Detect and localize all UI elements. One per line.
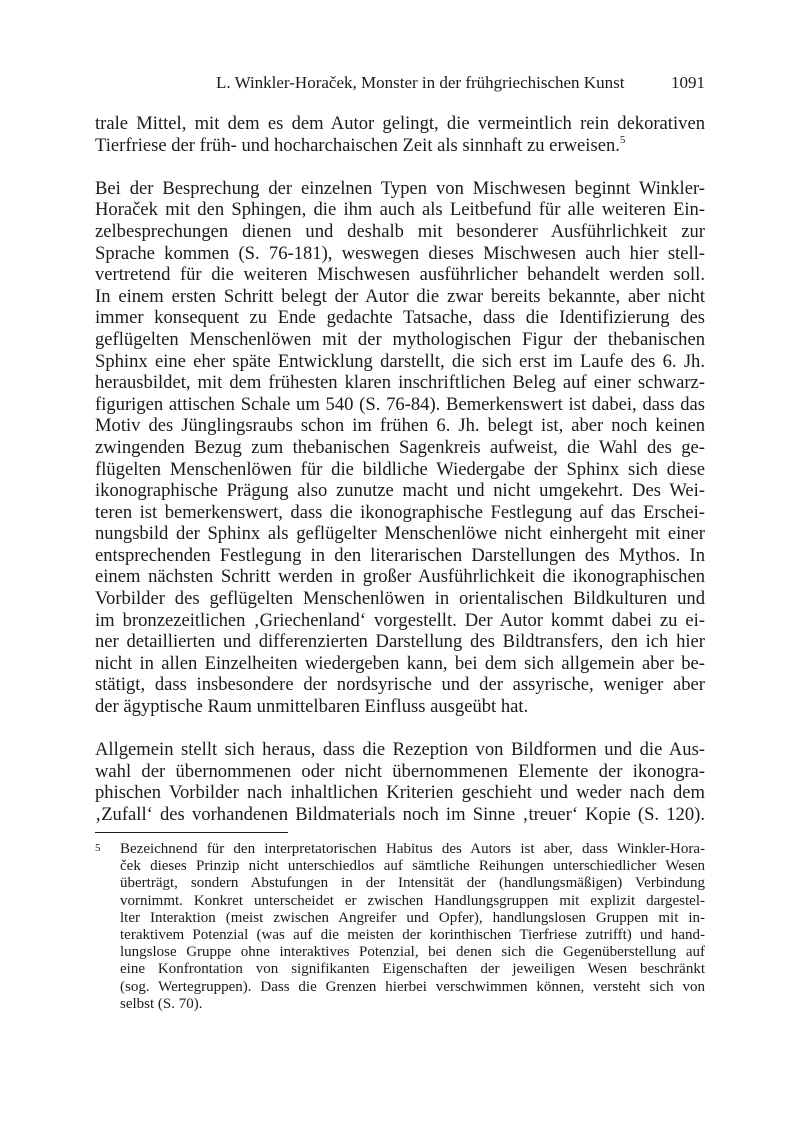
- footnote-line: ček dieses Prinzip nicht unterschiedlos auf sämtliche Reihungen unterschiedlicher Wesen: [120, 858, 705, 875]
- paragraph-1: [95, 113, 705, 156]
- footnote-marker: 5: [95, 842, 101, 854]
- text-line: Sphinx eine eher späte Entwicklung darstellt, die sich erst im Laufe des 6. Jh.: [95, 350, 705, 372]
- text-line: wahl der übernommenen oder nicht übernommenen Elemente der ikonogra-: [95, 760, 705, 782]
- text-line: stätigt, dass insbesondere der nordsyrische und der assyrische, weniger aber: [95, 674, 705, 696]
- text-line: nungsbild der Sphinx als geflügelter Menschenlöwe nicht einhergeht mit einer: [95, 523, 705, 545]
- footnote-line: überträgt, sondern Abstufungen in der Intensität der (handlungsmäßigen) Verbindung: [120, 875, 705, 892]
- text-line: teren ist bemerkenswert, dass die ikonographische Festlegung auf das Erschei-: [95, 501, 705, 523]
- text-line: phischen Vorbilder nach inhaltlichen Kriterien geschieht und weder nach dem: [95, 782, 705, 804]
- footnote-line: lungslose Gruppe ohne interaktives Potenzial, bei denen sich die Gegenüberstellung auf: [120, 944, 705, 961]
- text-line: figurigen attischen Schale um 540 (S. 76-84). Bemerkenswert ist dabei, dass das: [95, 393, 705, 415]
- text-line: ikonographische Prägung also zunutze macht und nicht umgekehrt. Des Wei-: [95, 480, 705, 502]
- text-line: entsprechenden Festlegung in den literarischen Darstellungen des Mythos. In: [95, 544, 705, 566]
- text-line: vertretend für die weiteren Mischwesen ausführlicher behandelt werden soll.: [95, 264, 705, 286]
- page-number: 1091: [671, 73, 705, 92]
- text-line: zelbesprechungen dienen und deshalb mit besonderer Ausführlichkeit zur: [95, 220, 705, 242]
- body-text: [95, 113, 705, 826]
- footnote-line: selbst (S. 70).: [120, 995, 203, 1012]
- text-line: zwingenden Bezug zum thebanischen Sagenkreis aufweist, die Wahl des ge-: [95, 436, 705, 458]
- footnote-line: Bezeichnend für den interpretatorischen Habitus des Autors ist aber, dass Winkler-Hora-: [120, 841, 705, 857]
- footnote-body: [120, 841, 705, 1013]
- text-line: der ägyptische Raum unmittelbaren Einfluss ausgeübt hat.: [95, 696, 529, 718]
- text-line: ‚Zufall‘ des vorhandenen Bildmaterials noch im Sinne ‚treuer‘ Kopie (S. 120).: [95, 804, 705, 825]
- text-line: Horaček mit den Sphingen, die ihm auch als Leitbefund für alle weiteren Ein-: [95, 199, 705, 221]
- paragraph-gap: [95, 156, 705, 178]
- text-line-content: Tierfriese der früh- und hocharchaischen Zeit als sinnhaft zu erweisen.: [95, 134, 620, 156]
- text-line: nicht in allen Einzelheiten wiedergeben kann, bei dem sich allgemein aber be-: [95, 652, 705, 674]
- paragraph-gap: [95, 718, 705, 740]
- text-line: flügelten Menschenlöwen für die bildliche Wiedergabe der Sphinx sich diese: [95, 458, 705, 480]
- text-line: Vorbilder des geflügelten Menschenlöwen in orientalischen Bildkulturen und: [95, 588, 705, 610]
- footnote-line: vornimmt. Konkret unterscheidet er zwischen Handlungsgruppen mit explizit dargestel-: [120, 892, 705, 909]
- running-head-title: L. Winkler-Horaček, Monster in der frühgriechischen Kunst: [216, 73, 625, 92]
- footnote-separator: [95, 832, 288, 833]
- text-line: Sprache kommen (S. 76-181), weswegen dieses Mischwesen auch hier stell-: [95, 242, 705, 264]
- text-line: [95, 135, 705, 157]
- text-line: Allgemein stellt sich heraus, dass die Rezeption von Bildformen und die Aus-: [95, 739, 705, 761]
- text-line: Bei der Besprechung der einzelnen Typen von Mischwesen beginnt Winkler-: [95, 177, 705, 199]
- paragraph-3: [95, 739, 705, 825]
- paragraph-2: [95, 178, 705, 718]
- text-line: einem nächsten Schritt werden in großer Ausführlichkeit die ikonographischen: [95, 566, 705, 588]
- text-line: im bronzezeitlichen ‚Griechenland‘ vorgestellt. Der Autor kommt dabei zu ei-: [95, 609, 705, 631]
- text-line: Motiv des Jünglingsraubs schon im frühen 6. Jh. belegt ist, aber noch keinen: [95, 415, 705, 437]
- text-line: geflügelten Menschenlöwen mit der mythologischen Figur der thebanischen: [95, 328, 705, 350]
- footnote-line: (sog. Wertegruppen). Dass die Grenzen hierbei verschwimmen können, versteht sich von: [120, 978, 705, 995]
- footnote-line: eine Konfrontation von signifikanten Eigenschaften der jeweiligen Wesen beschränkt: [120, 961, 705, 978]
- text-line: ner detaillierten und differenzierten Darstellung des Bildtransfers, den ich hier: [95, 631, 705, 653]
- text-line: In einem ersten Schritt belegt der Autor die zwar bereits bekannte, aber nicht: [95, 285, 705, 307]
- text-line: immer konsequent zu Ende gedachte Tatsache, dass die Identifizierung des: [95, 307, 705, 329]
- footnote-line: teraktivem Potenzial (was auf die meisten der korinthischen Tierfriese zutrifft) und hand-: [120, 926, 705, 943]
- text-line: herausbildet, mit dem frühesten klaren inschriftlichen Beleg auf einer schwarz-: [95, 372, 705, 394]
- text-line: trale Mittel, mit dem es dem Autor gelingt, die vermeintlich rein dekorativen: [95, 113, 705, 134]
- footnote-line: lter Interaktion (meist zwischen Angreifer und Opfer), handlungslosen Gruppen mit in-: [120, 909, 705, 926]
- footnote-reference[interactable]: 5: [619, 133, 626, 146]
